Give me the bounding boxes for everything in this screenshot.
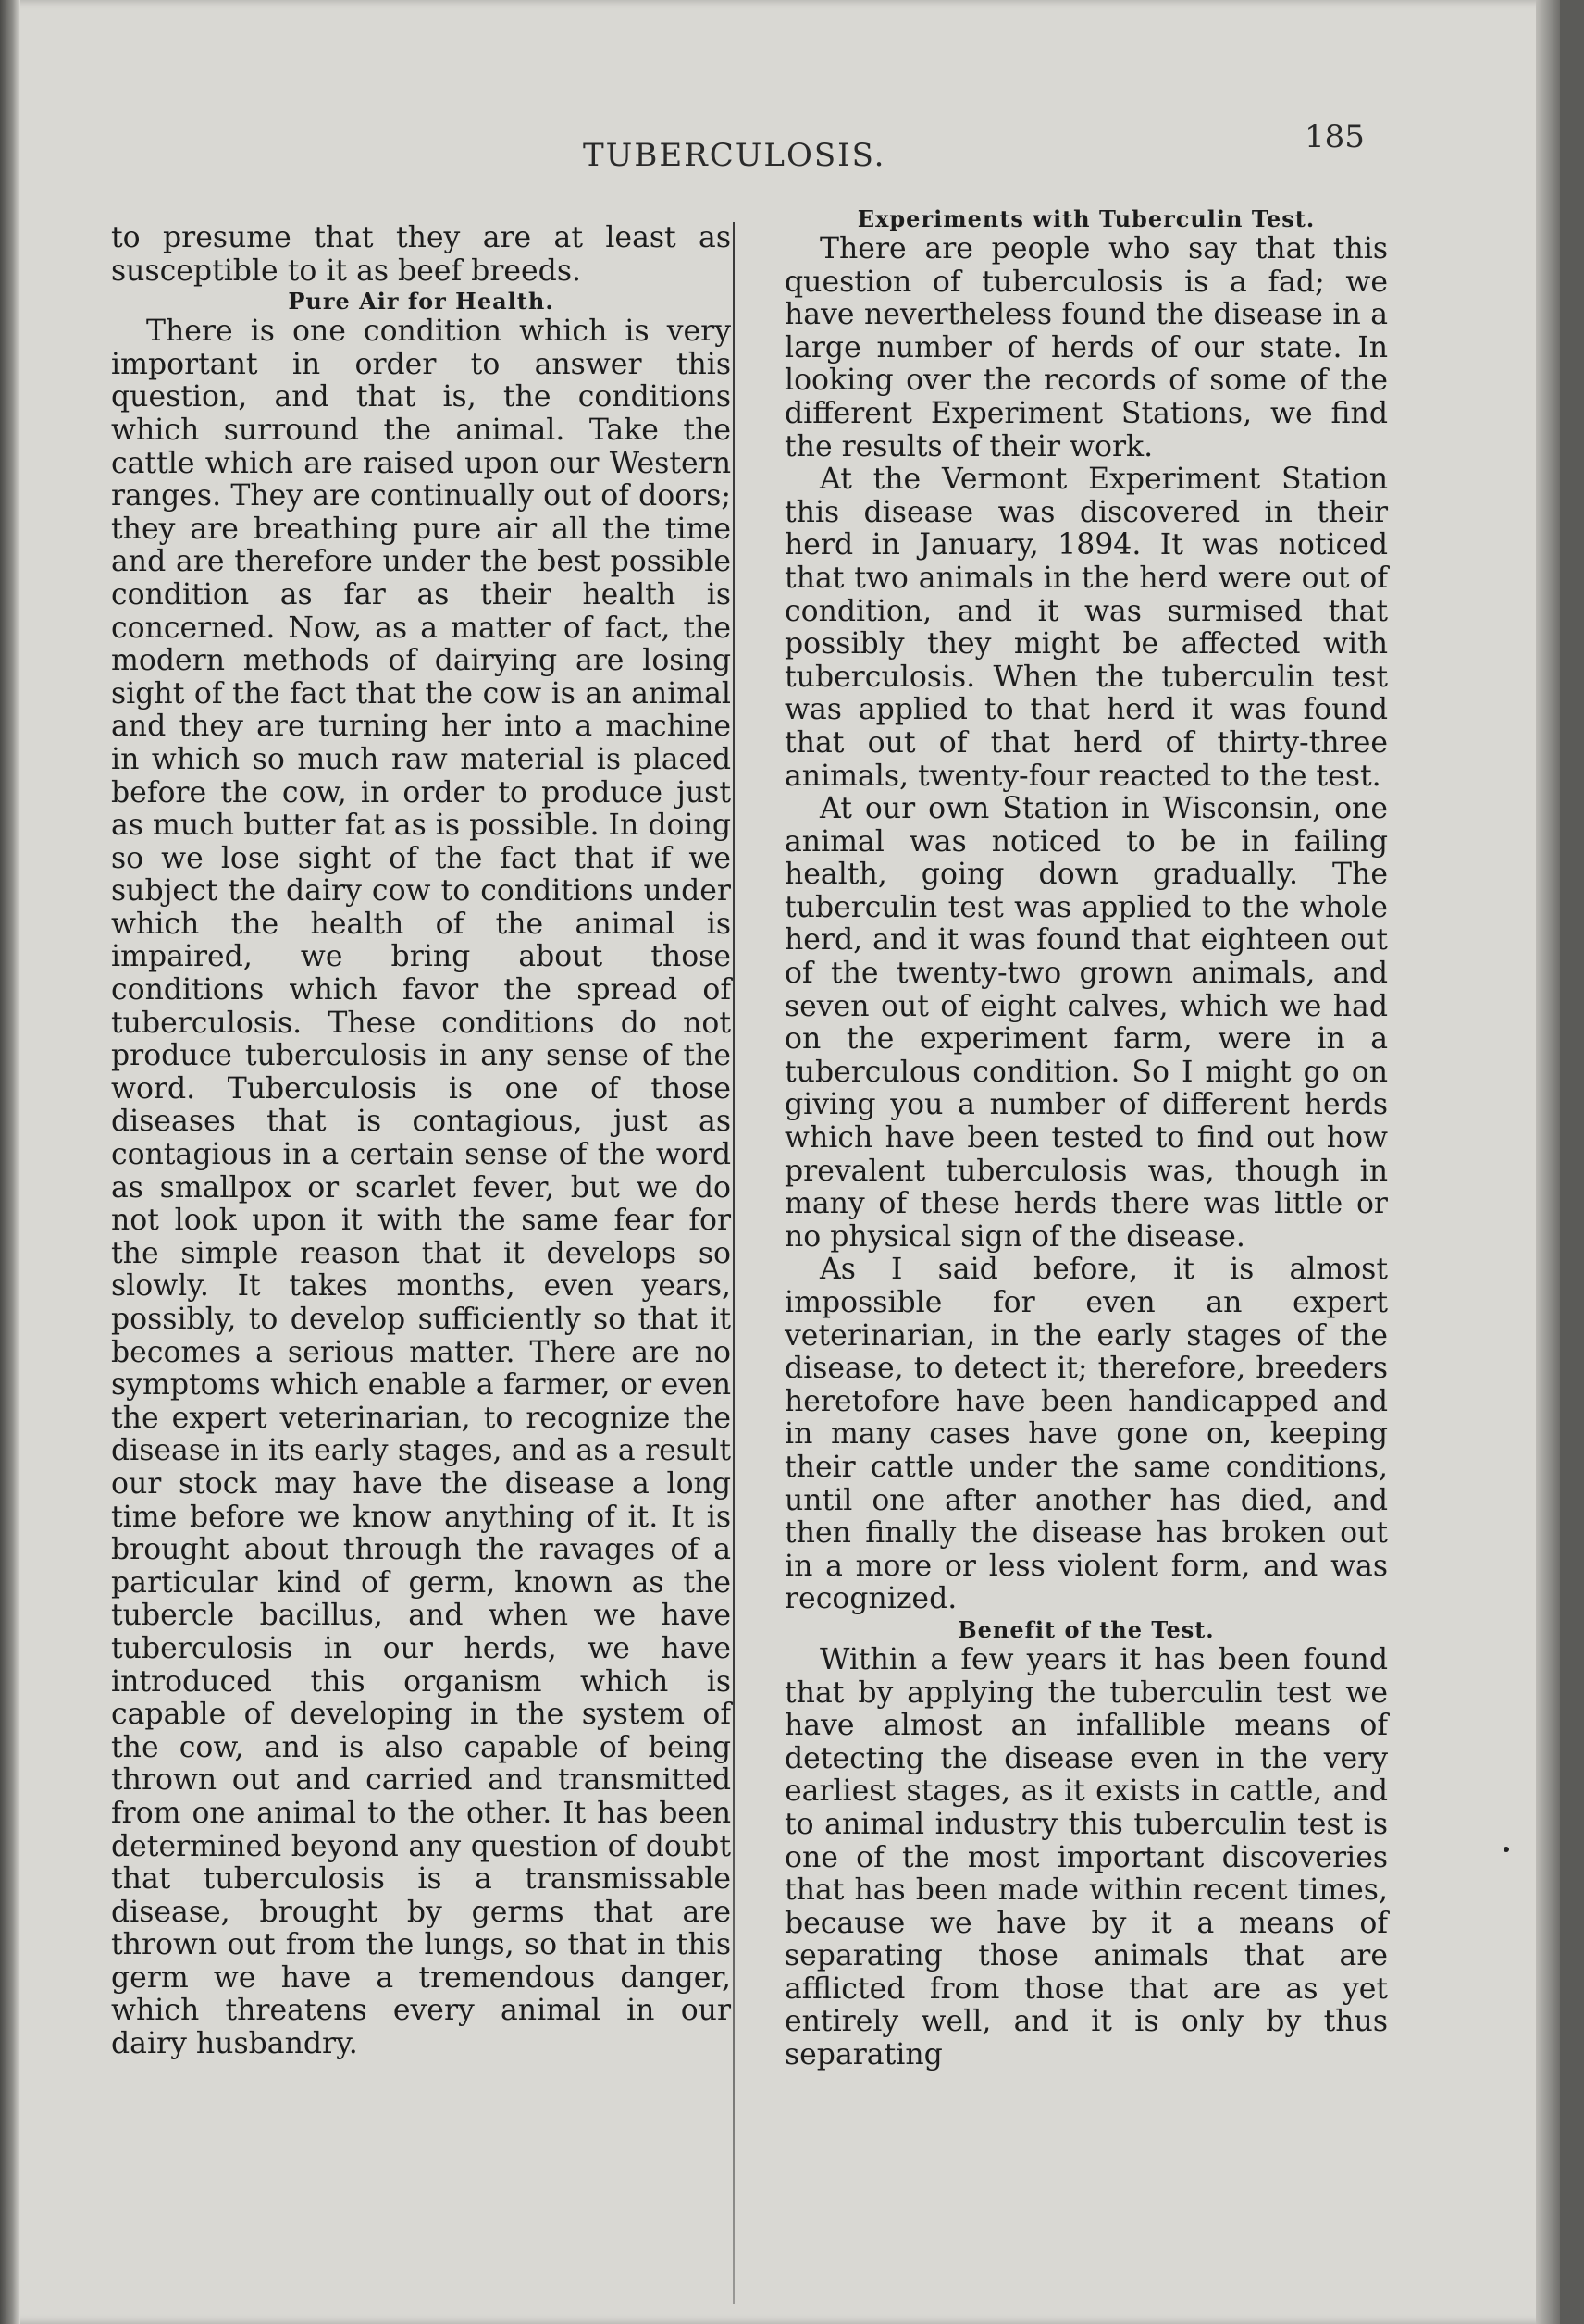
paragraph-wisconsin: At our own Station in Wisconsin, one animal was noticed to be in failing health, going down gradually. The tuberculin test was applied to the whole herd, and it was found that eighteen out of the twenty-two grown animals, and seven out of eight calves, which we had on the experiment farm, were in a tuberculous condition. So I might go on giving you a number of different herds which have been tested to find out how prevalent tuberculosis was, though in many of these herds there was little or no physical sign of the disease. (785, 792, 1388, 1254)
running-title: TUBERCULOSIS. (583, 137, 886, 174)
right-column (785, 205, 1388, 2072)
paragraph-benefit: Within a few years it has been found that by applying the tuberculin test we have almost an infallible means of detecting the disease even in the very earliest stages, as it exists in cattle, and to animal industry this tuberculin test is one of the most important discoveries that has been made within recent times, because we have by it a means of separating those animals that are afflicted from those that are as yet entirely well, and it is only by thus separating (785, 1642, 1388, 2072)
paragraph-vermont: At the Vermont Experiment Station this disease was discovered in their herd in January, 1894. It was noticed that two animals in the herd were out of condition, and it was surmised that possibly they might be affected with tuberculosis. When the tuberculin test was applied to that herd it was found that out of that herd of thirty-three animals, twenty-four reacted to the test. (785, 463, 1388, 793)
page-number: 185 (1305, 118, 1365, 155)
section-heading-experiments: Experiments with Tuberculin Test. (857, 205, 1316, 232)
column-divider (733, 222, 735, 2304)
section-heading-benefit: Benefit of the Test. (958, 1615, 1215, 1643)
book-spine-shadow (0, 0, 20, 2324)
ink-speck (1504, 1847, 1509, 1852)
section-heading-pure-air: Pure Air for Health. (288, 288, 554, 315)
paragraph-fad: There are people who say that this question of tuberculosis is a fad; we have nevertheless found the disease in a large number of herds of our state. In looking over the records of some of the different Experiment Stations, we find the results of their work. (785, 232, 1388, 464)
continuation-paragraph: to presume that they are at least as susceptible to it as beef breeds. (111, 221, 731, 288)
paragraph-expert: As I said before, it is almost impossible for even an expert veterinarian, in the early stages of the disease, to detect it; therefore, breeders heretofore have been handicapped and in many cases have gone on, keeping their cattle under the same conditions, until one after another has died, and then finally the disease has broken out in a more or less violent form, and was recognized. (785, 1253, 1388, 1616)
paragraph-pure-air: There is one condition which is very important in order to answer this question, and that is, the conditions which surround the animal. Take the cattle which are raised upon our Western ranges. They are continually out of doors; they are breathing pure air all the time and are therefore under the best possible condition as far as their health is concerned. Now, as a matter of fact, the modern methods of dairying are losing sight of the fact that the cow is an animal and they are turning her into a machine in which so much raw material is placed before the cow, in order to produce just as much butter fat as is possible. In doing so we lose sight of the fact that if we subject the dairy cow to conditions under which the health of the animal is impaired, we bring about those conditions which favor the spread of tuberculosis. These conditions do not produce tuberculosis in any sense of the word. Tuberculosis is one of those diseases that is contagious, just as contagious in a certain sense of the word as smallpox or scarlet fever, but we do not look upon it with the same fear for the simple reason that it develops so slowly. It takes months, even years, possibly, to develop sufficiently so that it becomes a serious matter. There are no symptoms which enable a farmer, or even the expert veterinarian, to recognize the disease in its early stages, and as a result our stock may have the disease a long time before we know anything of it. It is brought about through the ravages of a particular kind of germ, known as the tubercle bacillus, and when we have tuberculosis in our herds, we have introduced this organism which is capable of developing in the system of the cow, and is also capable of being thrown out and carried and transmitted from one animal to the other. It has been determined beyond any question of doubt that tuberculosis is a transmissable disease, brought by germs that are thrown out from the lungs, so that in this germ we have a tremendous danger, which threatens every animal in our dairy husbandry. (111, 315, 731, 2061)
left-column (111, 222, 731, 2061)
page-edge (1536, 0, 1560, 2324)
